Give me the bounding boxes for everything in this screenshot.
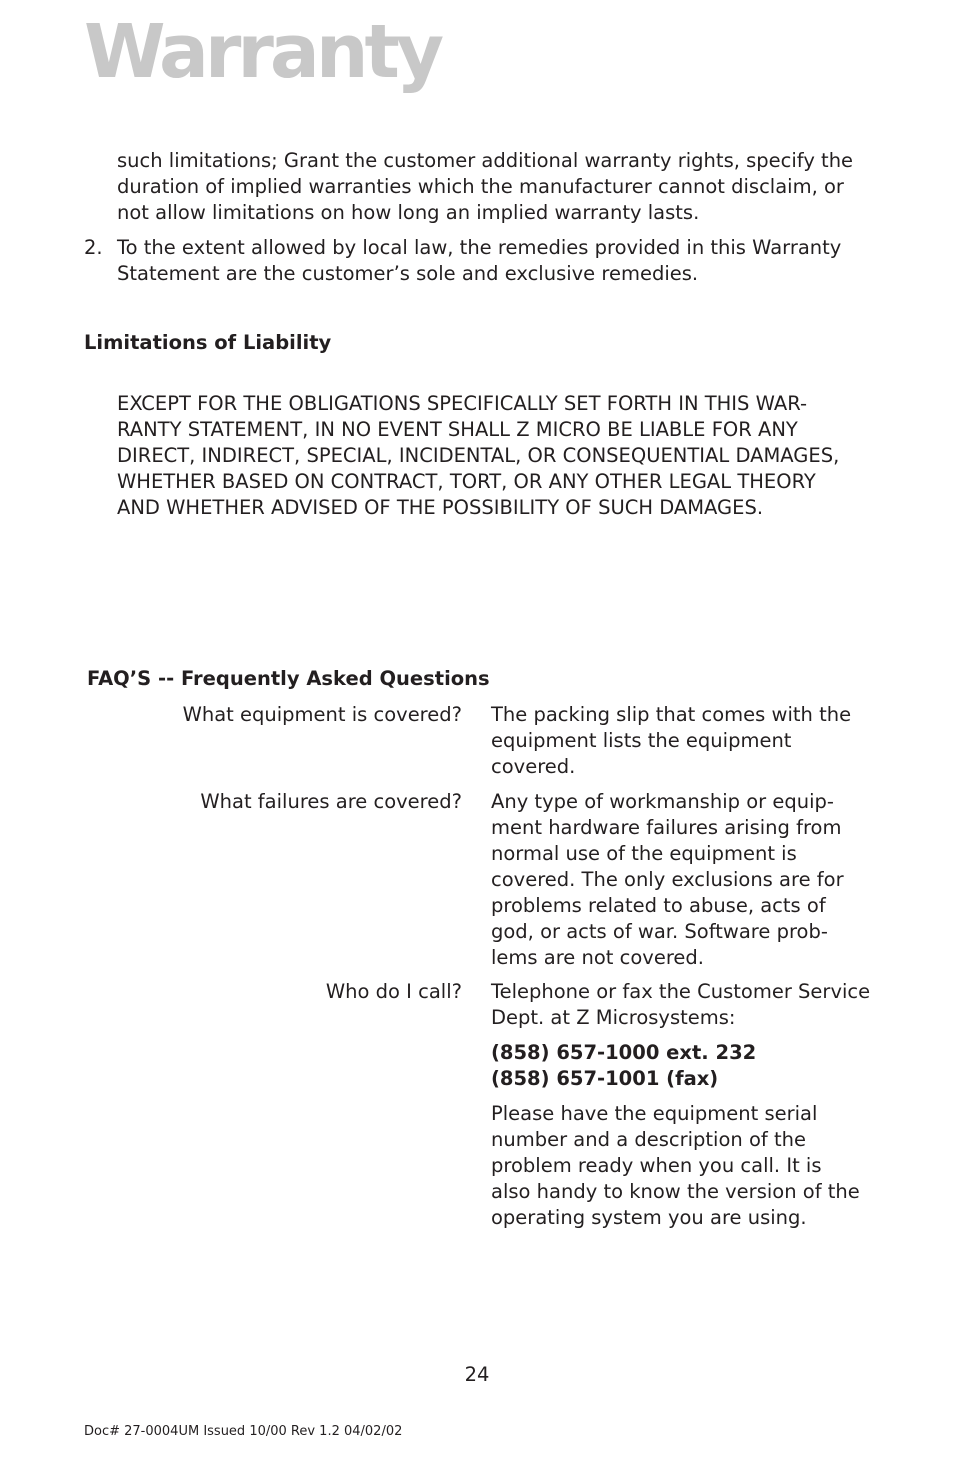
- list-item-text: To the extent allowed by local law, the remedies provided in this Warranty Statement are the customer’s sole and exclusive remedies.: [117, 236, 842, 285]
- faq-answer: The packing slip that comes with the equipment lists the equipment covered.: [491, 703, 852, 778]
- list-item-number: 2.: [84, 236, 103, 259]
- phone-number: (858) 657-1000 ext. 232: [491, 1041, 757, 1064]
- doc-info: Doc# 27-0004UM Issued 10/00 Rev 1.2 04/02/02: [84, 1424, 403, 1439]
- fax-number: (858) 657-1001 (fax): [491, 1067, 719, 1090]
- faq-heading: FAQ’S -- Frequently Asked Questions: [87, 667, 490, 690]
- faq-answer: Telephone or fax the Customer Service Dept. at Z Microsystems:: [491, 980, 871, 1029]
- call-note: Please have the equipment serial number and a description of the problem ready when you call. It is also handy to know the version of the operating system you are using.: [491, 1102, 860, 1229]
- continuation-paragraph: such limitations; Grant the customer additional warranty rights, specify the duration of implied warranties which the manufacturer cannot disclaim, or not allow limitations on how long an implied warranty lasts.: [117, 149, 854, 224]
- faq-question: What equipment is covered?: [182, 703, 462, 726]
- page-number: 24: [464, 1363, 490, 1386]
- faq-question: What failures are covered?: [200, 790, 462, 813]
- page-title: Warranty: [84, 9, 441, 95]
- faq-answer: Any type of workmanship or equip- ment hardware failures arising from normal use of the equipment is covered. The only exclusions are for problems related to abuse, acts of god, or acts of war. Software prob- lems are not covered.: [491, 790, 844, 969]
- faq-question: Who do I call?: [325, 980, 462, 1003]
- liability-paragraph: EXCEPT FOR THE OBLIGATIONS SPECIFICALLY SET FORTH IN THIS WAR- RANTY STATEMENT, IN NO EVENT SHALL Z MICRO BE LIABLE FOR ANY DIRECT, INDIRECT, SPECIAL, INCIDENTAL, OR CONSEQUENTIAL DAMAGES, WHETHER BASED ON CONTRACT, TORT, OR ANY OTHER LEGAL THEORY AND WHETHER ADVISED OF THE POSSIBILITY OF SUCH DAMAGES.: [117, 392, 840, 519]
- liability-heading: Limitations of Liability: [84, 331, 332, 354]
